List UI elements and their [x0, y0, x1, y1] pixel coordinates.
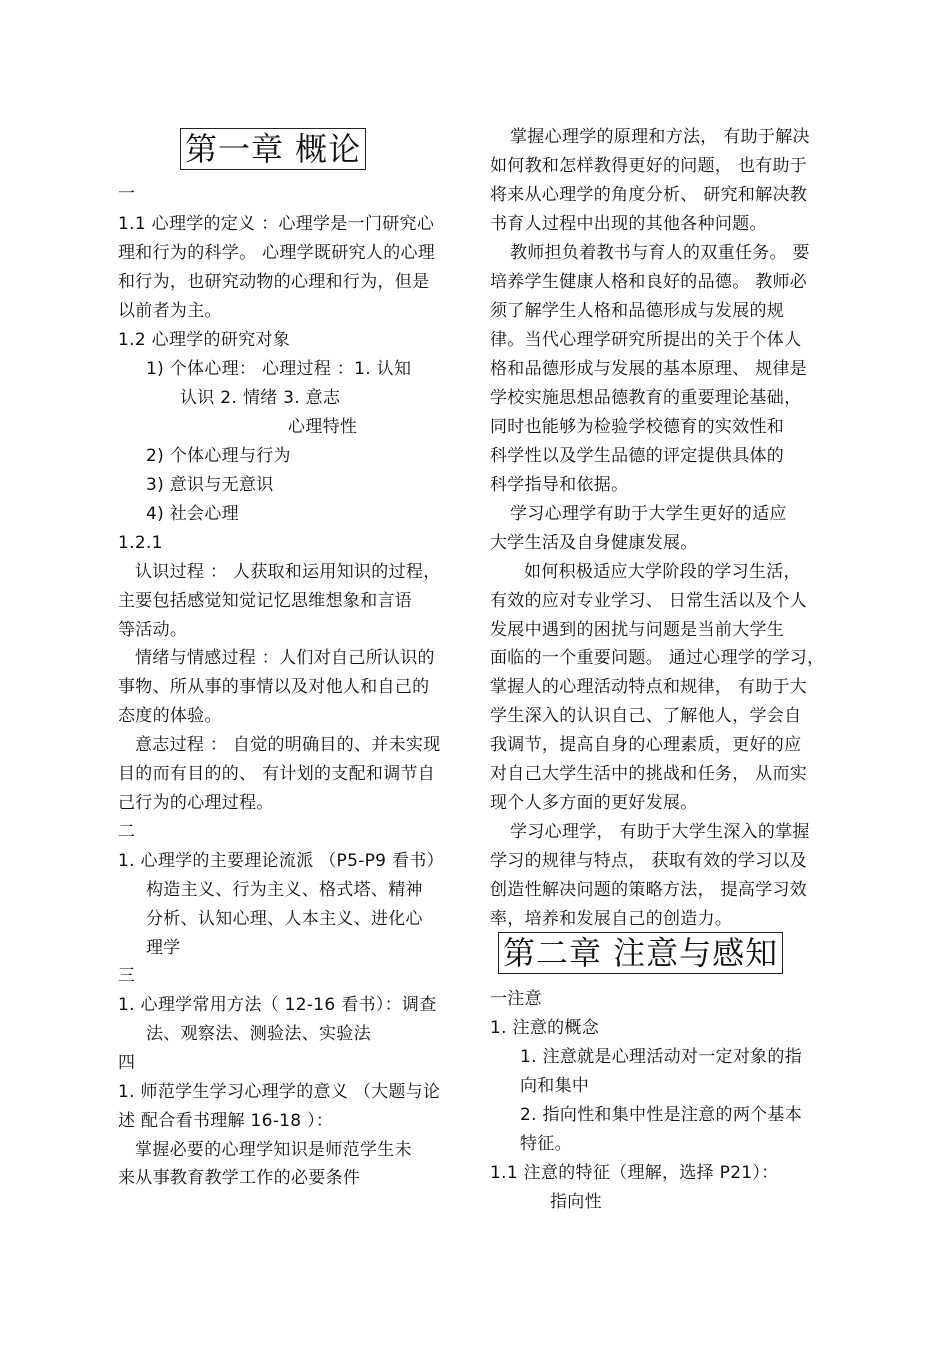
- list-item: 2) 个体心理与行为: [146, 446, 291, 466]
- text-line: 掌握心理学的原理和方法， 有助于解决: [510, 127, 810, 147]
- text-line: 认识 2. 情绪 3. 意志: [180, 388, 341, 408]
- text-line: 主要包括感觉知觉记忆思维想象和言语: [118, 591, 413, 611]
- text-line: 学习的规律与特点， 获取有效的学习以及: [490, 851, 808, 871]
- text-line: 发展中遇到的困扰与问题是当前大学生: [490, 620, 785, 640]
- text-line: 律。当代心理学研究所提出的关于个体人: [490, 330, 802, 350]
- list-item: 1. 心理学常用方法（ 12-16 看书）：调查: [118, 995, 437, 1015]
- section-marker-2: 二: [118, 822, 136, 842]
- text-line: 理和行为的科学。 心理学既研究人的心理: [118, 243, 436, 263]
- text-line: 和行为，也研究动物的心理和行为，但是: [118, 272, 430, 292]
- text-line: 认识过程 ： 人获取和运用知识的过程，: [135, 562, 441, 582]
- text-line: 1.1 心理学的定义 ：心理学是一门研究心: [118, 214, 435, 234]
- text-line: 事物、所从事的事情以及对他人和自己的: [118, 677, 430, 697]
- text-line: 来从事教育教学工作的必要条件: [118, 1168, 361, 1188]
- text-line: 如何积极适应大学阶段的学习生活，: [524, 562, 801, 582]
- text-line: 大学生活及自身健康发展。: [490, 533, 698, 553]
- text-line: 学生深入的认识自己、了解他人，学会自: [490, 706, 802, 726]
- chapter-1-title: 第一章 概论: [180, 128, 366, 170]
- text-line: 掌握必要的心理学知识是师范学生未: [135, 1140, 412, 1160]
- list-item: 1. 注意的概念: [490, 1018, 600, 1038]
- section-marker-3: 三: [118, 966, 136, 986]
- text-line: 面临的一个重要问题。 通过心理学的学习，: [490, 648, 825, 668]
- section-marker-4: 四: [118, 1053, 136, 1073]
- text-line: 我调节，提高自身的心理素质，更好的应: [490, 735, 802, 755]
- text-line: 学习心理学， 有助于大学生深入的掌握: [510, 822, 810, 842]
- text-line: 科学性以及学生品德的评定提供具体的: [490, 446, 785, 466]
- text-line: 述 配合看书理解 16-18 ）：: [118, 1111, 334, 1131]
- heading-1-2: 1.2 心理学的研究对象: [118, 330, 291, 350]
- text-line: 对自己大学生活中的挑战和任务， 从而实: [490, 764, 808, 784]
- text-line: 教师担负着教书与育人的双重任务。 要: [510, 243, 810, 263]
- text-line: 率，培养和发展自己的创造力。: [490, 909, 733, 929]
- text-line: 书育人过程中出现的其他各种问题。: [490, 214, 767, 234]
- text-line: 以前者为主。: [118, 301, 222, 321]
- text-line: 指向性: [550, 1192, 602, 1212]
- text-line: 科学指导和依据。: [490, 475, 629, 495]
- text-line: 意志过程 ： 自觉的明确目的、并未实现: [135, 735, 441, 755]
- text-line: 将来从心理学的角度分析、 研究和解决教: [490, 185, 808, 205]
- text-line: 创造性解决问题的策略方法， 提高学习效: [490, 880, 808, 900]
- text-line: 分析、认知心理、人本主义、进化心: [146, 909, 423, 929]
- text-line: 目的而有目的的、 有计划的支配和调节自: [118, 764, 436, 784]
- text-line: 特征。: [520, 1134, 572, 1154]
- list-item: 2. 指向性和集中性是注意的两个基本: [520, 1105, 803, 1125]
- text-line: 格和品德形成与发展的基本原理、 规律是: [490, 359, 808, 379]
- list-item: 4) 社会心理: [146, 504, 239, 524]
- text-line: 同时也能够为检验学校德育的实效性和: [490, 417, 785, 437]
- list-item: 3) 意识与无意识: [146, 475, 274, 495]
- list-item: 1) 个体心理： 心理过程 ：1. 认知: [146, 359, 412, 379]
- list-item: 1. 心理学的主要理论流派 （P5-P9 看书）: [118, 851, 444, 871]
- text-line: 理学: [146, 938, 181, 958]
- text-line: 向和集中: [520, 1076, 590, 1096]
- text-line: 学校实施思想品德教育的重要理论基础，: [490, 388, 802, 408]
- text-line: 掌握人的心理活动特点和规律， 有助于大: [490, 677, 808, 697]
- text-line: 学习心理学有助于大学生更好的适应: [510, 504, 787, 524]
- text-line: 构造主义、行为主义、格式塔、精神: [146, 880, 423, 900]
- heading-1-2-1: 1.2.1: [118, 533, 163, 553]
- chapter-2-title: 第二章 注意与感知: [498, 932, 783, 974]
- text-line: 己行为的心理过程。: [118, 793, 274, 813]
- text-line: 心理特性: [288, 417, 358, 437]
- text-line: 培养学生健康人格和良好的品德。 教师必: [490, 272, 808, 292]
- text-line: 须了解学生人格和品德形成与发展的规: [490, 301, 785, 321]
- text-line: 态度的体验。: [118, 706, 222, 726]
- list-item: 1. 师范学生学习心理学的意义 （大题与论: [118, 1082, 441, 1102]
- text-line: 等活动。: [118, 620, 188, 640]
- text-line: 现个人多方面的更好发展。: [490, 793, 698, 813]
- section-heading-attention: 一注意: [490, 989, 542, 1009]
- list-item: 1. 注意就是心理活动对一定对象的指: [520, 1047, 803, 1067]
- heading-1-1: 1.1 注意的特征（理解，选择 P21）：: [490, 1163, 779, 1183]
- text-line: 法、观察法、测验法、实验法: [146, 1024, 371, 1044]
- section-marker-1: 一: [118, 184, 136, 204]
- text-line: 有效的应对专业学习、 日常生活以及个人: [490, 591, 808, 611]
- text-line: 如何教和怎样教得更好的问题， 也有助于: [490, 156, 808, 176]
- text-line: 情绪与情感过程 ：人们对自己所认识的: [135, 648, 435, 668]
